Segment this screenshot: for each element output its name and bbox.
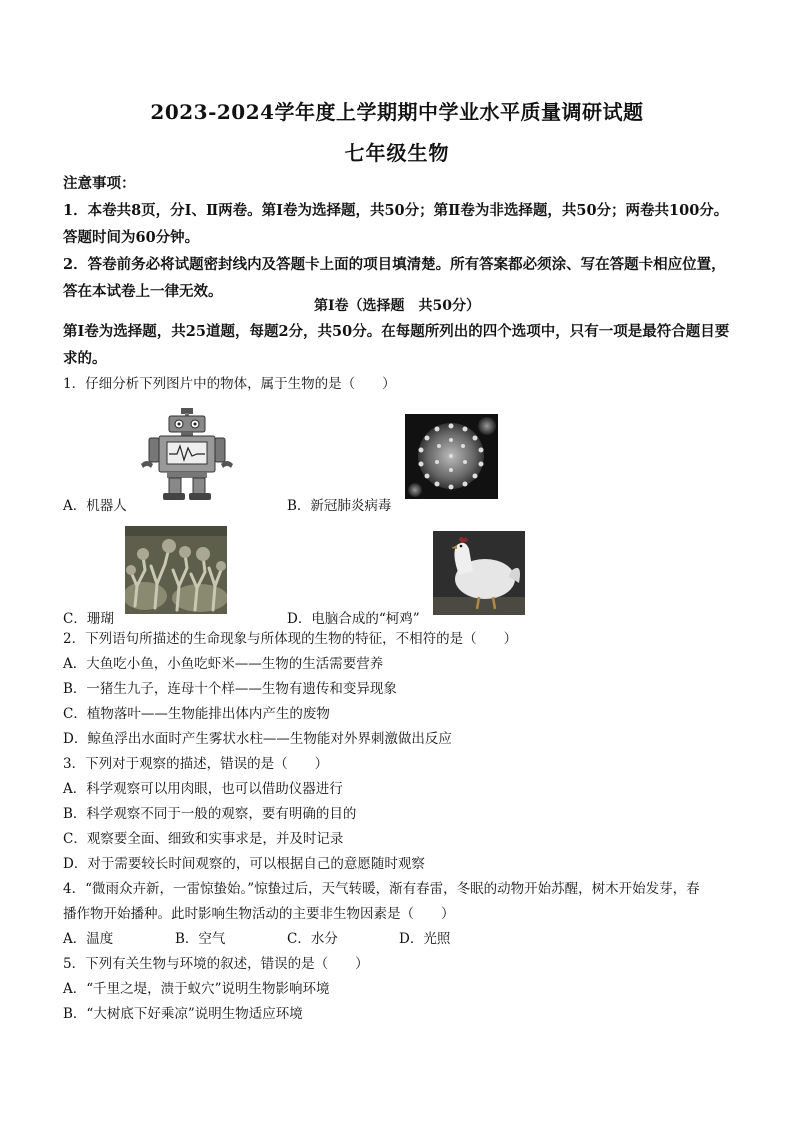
- q1-option-d: D．电脑合成的“柯鸡”: [287, 611, 420, 627]
- q2-option-b: B．一猪生九子，连母十个样——生物有遗传和变异现象: [63, 681, 397, 697]
- q4-option-a: A．温度: [63, 931, 114, 947]
- chicken-image: [433, 531, 525, 615]
- q3-option-a: A．科学观察可以用肉眼，也可以借助仪器进行: [63, 781, 343, 797]
- notice-item-2: 2．答卷前务必将试题密封线内及答题卡上面的项目填清楚。所有答案都必须涂、写在答题卡相应位置，答在本试卷上一律无效。: [63, 256, 726, 300]
- q4-stem-line-1: 4．“微雨众卉新，一雷惊蛰始。”惊蛰过后，天气转暖，渐有春雷，冬眠的动物开始苏醒，树木开始发芽，春: [63, 881, 700, 897]
- exam-subject: 七年级生物: [344, 141, 450, 165]
- notice-section: [63, 170, 731, 305]
- q3-option-b: B．科学观察不同于一般的观察，要有明确的目的: [63, 806, 357, 822]
- q1-option-b: B．新冠肺炎病毒: [287, 498, 392, 514]
- q2-option-a: A．大鱼吃小鱼，小鱼吃虾米——生物的生活需要营养: [63, 656, 384, 672]
- q3-stem: 3．下列对于观察的描述，错误的是（ ）: [63, 756, 329, 772]
- notice-heading: 注意事项：: [63, 175, 136, 192]
- q5-option-a: A．“千里之堤，溃于蚁穴”说明生物影响环境: [63, 981, 330, 997]
- q5-stem: 5．下列有关生物与环境的叙述，错误的是（ ）: [63, 956, 369, 972]
- q3-option-d: D．对于需要较长时间观察的，可以根据自己的意愿随时观察: [63, 856, 425, 872]
- coral-image: [125, 526, 227, 614]
- robot-image: [137, 408, 238, 500]
- virus-image: [405, 414, 498, 499]
- notice-item-1: 1．本卷共8页，分Ⅰ、Ⅱ两卷。第Ⅰ卷为选择题，共50分；第Ⅱ卷为非选择题，共50分；两卷共100分。答题时间为60分钟。: [63, 202, 729, 246]
- q1-stem: 1．仔细分析下列图片中的物体，属于生物的是（ ）: [63, 376, 396, 392]
- q2-stem: 2．下列语句所描述的生命现象与所体现的生物的特征，不相符的是（ ）: [63, 631, 518, 647]
- q2-option-d: D．鲸鱼浮出水面时产生雾状水柱——生物能对外界刺激做出反应: [63, 731, 452, 747]
- q4-option-d: D．光照: [399, 931, 451, 947]
- q4-option-b: B．空气: [175, 931, 226, 947]
- q1-option-a: A．机器人: [63, 498, 127, 514]
- q3-option-c: C．观察要全面、细致和实事求是，并及时记录: [63, 831, 344, 847]
- q2-option-c: C．植物落叶——生物能排出体内产生的废物: [63, 706, 330, 722]
- q4-stem-line-2: 播作物开始播种。此时影响生物活动的主要非生物因素是（ ）: [63, 906, 455, 922]
- exam-title: 2023-2024学年度上学期期中学业水平质量调研试题: [150, 100, 644, 124]
- section-description: 第Ⅰ卷为选择题，共25道题，每题2分，共50分。在每题所列出的四个选项中，只有一项是最符合题目要求的。: [63, 323, 730, 367]
- q1-option-c: C．珊瑚: [63, 611, 114, 627]
- q5-option-b: B．“大树底下好乘凉”说明生物适应环境: [63, 1006, 303, 1022]
- section-title: 第Ⅰ卷（选择题 共50分）: [313, 298, 481, 314]
- q4-option-c: C．水分: [287, 931, 338, 947]
